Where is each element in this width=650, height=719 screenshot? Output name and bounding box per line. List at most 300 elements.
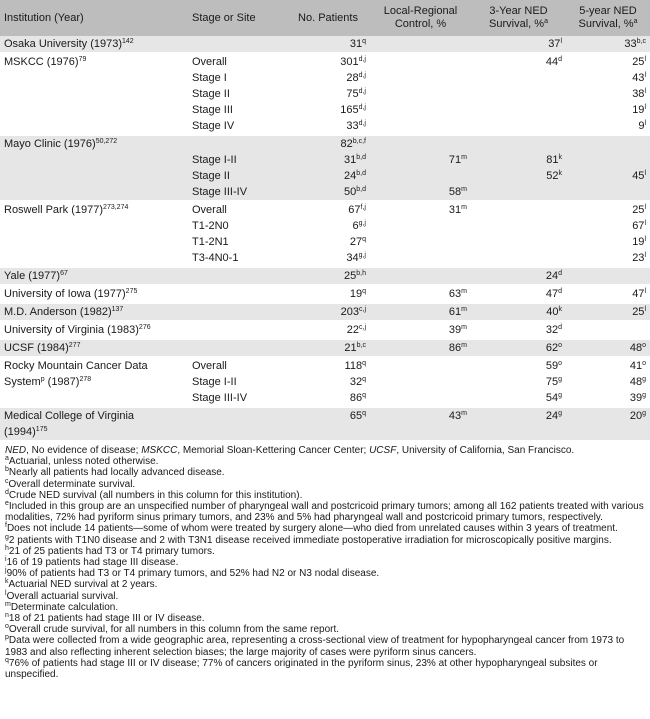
cell-sup: g <box>642 410 646 417</box>
cell-sup: d,j <box>358 88 366 95</box>
table-row <box>0 390 650 407</box>
footnote <box>5 557 647 568</box>
cell-text: 43 <box>448 410 462 422</box>
cell-sup: l <box>644 56 646 63</box>
patients-cell <box>286 303 370 321</box>
patients-cell <box>286 201 370 218</box>
patients-cell <box>286 36 370 53</box>
ned3-cell <box>471 374 566 390</box>
ned5-cell <box>566 53 650 70</box>
institution-cell <box>0 184 188 201</box>
cell-sup: 142 <box>122 38 134 45</box>
cell-sup: l <box>644 204 646 211</box>
header-control: Local-Regional Control, % <box>370 0 471 36</box>
control-cell <box>370 70 471 86</box>
stage-cell <box>188 36 286 53</box>
cell-text: 52 <box>546 170 559 182</box>
cell-sup: b,c <box>636 38 646 45</box>
cell-sup: k <box>558 306 562 313</box>
cell-sup: q <box>362 236 366 243</box>
stage-cell <box>188 53 286 70</box>
table-body <box>0 36 650 441</box>
cell-text: M.D. Anderson (1982) <box>4 306 112 318</box>
control-cell <box>370 184 471 201</box>
patients-cell <box>286 168 370 184</box>
cell-text: 44 <box>545 56 559 68</box>
footnote <box>5 591 647 602</box>
table-row <box>0 218 650 234</box>
cell-sup: 50,272 <box>95 138 118 145</box>
cell-text: 24 <box>344 170 357 182</box>
cell-text: UCSF (1984) <box>4 342 69 354</box>
ned5-cell <box>566 267 650 285</box>
ned3-cell <box>471 36 566 53</box>
patients-cell <box>286 339 370 357</box>
table-row <box>0 135 650 152</box>
footnote-mark: b <box>5 466 9 474</box>
footnote-mark: e <box>5 500 9 508</box>
cell-text: 58 <box>448 186 462 198</box>
cell-text: Stage I <box>192 72 227 84</box>
ned5-cell <box>566 407 650 424</box>
cell-text: 25 <box>632 56 645 68</box>
patients-cell <box>286 184 370 201</box>
footnote-text: Data were collected from a wide geographic area, representing a cross-sectional view of treatment for hypopharyngeal cancer from 1973 to 1983 and also reflecting inherent selection biases; the large majority of cases were pyriform sinus cancers. <box>5 635 625 658</box>
stage-cell <box>188 424 286 441</box>
cell-sup: m <box>461 154 467 161</box>
abbrev-def: , University of California, San Francisco. <box>396 445 575 456</box>
patients-cell <box>286 250 370 267</box>
abbrev-def: , Memorial Sloan-Kettering Cancer Center; <box>177 445 370 456</box>
stage-cell <box>188 285 286 303</box>
cell-text: Stage III-IV <box>192 392 248 404</box>
header-ned5: 5-year NED Survival, %$^a$ <box>566 0 650 36</box>
cell-text: 47 <box>545 288 559 300</box>
stage-cell <box>188 102 286 118</box>
cell-text: 67 <box>348 204 361 216</box>
ned5-cell <box>566 184 650 201</box>
cell-text: 31 <box>349 38 363 50</box>
ned3-cell <box>471 424 566 441</box>
cell-text: 45 <box>632 170 645 182</box>
cell-sup: b,c <box>356 342 366 349</box>
table-row <box>0 321 650 339</box>
control-cell <box>370 390 471 407</box>
ned3-cell <box>471 70 566 86</box>
stage-cell <box>188 374 286 390</box>
cell-sup: l <box>644 104 646 111</box>
footnote-mark: j <box>5 567 7 575</box>
cell-sup: m <box>461 288 467 295</box>
cell-sup: l <box>644 288 646 295</box>
patients-cell <box>286 86 370 102</box>
patients-cell <box>286 218 370 234</box>
cell-text: Stage I-II <box>192 154 237 166</box>
footnote-text: Overall crude survival, for all numbers in this column from the same report. <box>8 624 340 636</box>
control-cell <box>370 374 471 390</box>
stage-cell <box>188 70 286 86</box>
cell-text: 82 <box>340 138 353 150</box>
cell-sup: q <box>362 376 366 383</box>
cell-sup: l <box>644 72 646 79</box>
table-row <box>0 86 650 102</box>
ned3-cell <box>471 339 566 357</box>
ned3-cell <box>471 86 566 102</box>
ned3-cell <box>471 357 566 374</box>
cell-text: Mayo Clinic (1976) <box>4 138 96 150</box>
cell-sup: d <box>558 288 562 295</box>
control-cell <box>370 424 471 441</box>
cell-text: (1987) <box>44 376 80 388</box>
footnote <box>5 490 647 501</box>
control-cell <box>370 135 471 152</box>
cell-sup: p <box>40 376 45 383</box>
ned5-cell <box>566 152 650 168</box>
cell-sup: m <box>461 410 467 417</box>
stage-cell <box>188 184 286 201</box>
control-cell <box>370 53 471 70</box>
footnote-mark: n <box>5 612 9 620</box>
footnote-text: Determinate calculation. <box>10 601 119 613</box>
footnote-text: Crude NED survival (all numbers in this column for this institution). <box>8 489 303 501</box>
footnote <box>5 635 647 657</box>
footnote-mark: h <box>5 544 9 552</box>
control-cell <box>370 102 471 118</box>
institution-cell <box>0 357 188 374</box>
cell-sup: l <box>644 306 646 313</box>
control-cell <box>370 218 471 234</box>
cell-text: 62 <box>545 342 559 354</box>
cell-text: 81 <box>546 154 559 166</box>
table-row <box>0 36 650 53</box>
cell-sup: l <box>644 170 646 177</box>
cell-text: Stage III <box>192 104 233 116</box>
cell-text: 31 <box>448 204 462 216</box>
footnote-mark: f <box>5 522 7 530</box>
institution-cell <box>0 339 188 357</box>
cell-sup: q <box>362 392 366 399</box>
footnote-text: Actuarial, unless noted otherwise. <box>8 456 159 468</box>
ned5-cell <box>566 118 650 135</box>
institution-cell <box>0 267 188 285</box>
ned5-cell <box>566 250 650 267</box>
cell-sup: d,j <box>358 56 366 63</box>
cell-text: Overall <box>192 56 227 68</box>
footnote-list <box>5 456 647 680</box>
cell-text: 21 <box>344 342 357 354</box>
header-stage: Stage or Site <box>188 0 286 36</box>
stage-cell <box>188 357 286 374</box>
cell-sup: b,d <box>356 186 366 193</box>
cell-sup: q <box>362 360 366 367</box>
institution-cell <box>0 424 188 441</box>
cell-sup: q <box>362 288 366 295</box>
stage-cell <box>188 152 286 168</box>
cell-text: T1-2N1 <box>192 236 229 248</box>
cell-text: 48 <box>629 342 643 354</box>
table-row <box>0 250 650 267</box>
stage-cell <box>188 168 286 184</box>
table-row <box>0 168 650 184</box>
cell-text: 22 <box>346 324 359 336</box>
footnote-text: Overall determinate survival. <box>8 478 136 490</box>
ned3-cell <box>471 53 566 70</box>
abbreviations-line <box>5 445 647 456</box>
cell-sup: m <box>461 306 467 313</box>
institution-cell <box>0 250 188 267</box>
control-cell <box>370 303 471 321</box>
abbrev-term: UCSF <box>369 445 397 456</box>
cell-text: MSKCC (1976) <box>4 56 79 68</box>
cell-sup: c,j <box>359 306 366 313</box>
table-row <box>0 285 650 303</box>
cell-text: 19 <box>632 236 645 248</box>
cell-sup: l <box>644 220 646 227</box>
footnote-text: Nearly all patients had locally advanced disease. <box>8 467 225 479</box>
header-ned3: 3-Year NED Survival, %$^a$ <box>471 0 566 36</box>
table-row <box>0 424 650 441</box>
cell-text: 63 <box>448 288 462 300</box>
control-cell <box>370 86 471 102</box>
cell-sup: b,h <box>356 270 366 277</box>
institution-cell <box>0 303 188 321</box>
cell-sup: k <box>558 154 562 161</box>
cell-text: Stage II <box>192 170 230 182</box>
cell-sup: d,j <box>358 72 366 79</box>
ned5-cell <box>566 36 650 53</box>
table-row <box>0 152 650 168</box>
cell-text: 75 <box>346 88 359 100</box>
cell-sup: o <box>642 360 646 367</box>
ned5-cell <box>566 285 650 303</box>
ned5-cell <box>566 374 650 390</box>
cell-sup: l <box>644 120 646 127</box>
cell-text: Rocky Mountain Cancer Data <box>4 360 148 372</box>
cell-text: 33 <box>346 120 359 132</box>
cell-sup: d <box>558 270 562 277</box>
footnote-text: Does not include 14 patients—some of whom were treated by surgery alone—who died from unrelated causes within 3 years of treatment. <box>6 523 618 535</box>
ned5-cell <box>566 70 650 86</box>
cell-text: 24 <box>545 410 559 422</box>
stage-cell <box>188 321 286 339</box>
institution-cell <box>0 168 188 184</box>
ned5-cell <box>566 339 650 357</box>
control-cell <box>370 321 471 339</box>
cell-text: Medical College of Virginia <box>4 410 135 422</box>
institution-cell <box>0 201 188 218</box>
cell-sup: g <box>558 376 562 383</box>
stage-cell <box>188 303 286 321</box>
cell-sup: 277 <box>68 342 81 349</box>
patients-cell <box>286 374 370 390</box>
patients-cell <box>286 267 370 285</box>
ned3-cell <box>471 285 566 303</box>
table-header-row <box>0 0 650 36</box>
control-cell <box>370 234 471 250</box>
ned5-cell <box>566 390 650 407</box>
footnote <box>5 456 647 467</box>
institution-cell <box>0 234 188 250</box>
cell-text: 59 <box>545 360 559 372</box>
cell-sup: f,j <box>360 204 366 211</box>
cell-text: 37 <box>548 38 561 50</box>
control-cell <box>370 201 471 218</box>
cell-sup: o <box>642 342 646 349</box>
stage-cell <box>188 86 286 102</box>
ned3-cell <box>471 407 566 424</box>
cell-text: 27 <box>349 236 363 248</box>
patients-cell <box>286 135 370 152</box>
ned3-cell <box>471 250 566 267</box>
footnote-text: 90% of patients had T3 or T4 primary tumors, and 52% had N2 or N3 nodal disease. <box>6 568 380 580</box>
header-patients: No. Patients <box>286 0 370 36</box>
stage-cell <box>188 201 286 218</box>
footnote-mark: i <box>5 556 7 564</box>
ned3-cell <box>471 184 566 201</box>
cell-text: Stage IV <box>192 120 235 132</box>
cell-text: 6 <box>352 220 359 232</box>
ned3-cell <box>471 321 566 339</box>
control-cell <box>370 250 471 267</box>
cell-text: 48 <box>629 376 643 388</box>
footnote <box>5 658 647 680</box>
cell-text: 301 <box>340 56 359 68</box>
cell-text: 19 <box>632 104 645 116</box>
header-institution: Institution (Year) <box>0 0 188 36</box>
ned3-cell <box>471 118 566 135</box>
footnote <box>5 479 647 490</box>
patients-cell <box>286 357 370 374</box>
footnote-mark: p <box>5 634 9 642</box>
ned5-cell <box>566 357 650 374</box>
cell-text: 54 <box>545 392 559 404</box>
cell-sup: l <box>644 236 646 243</box>
footnote <box>5 467 647 478</box>
cell-text: 39 <box>629 392 643 404</box>
cell-text: Roswell Park (1977) <box>4 204 104 216</box>
footnote <box>5 501 647 523</box>
stage-cell <box>188 267 286 285</box>
footnote-mark: a <box>5 455 9 463</box>
institution-cell <box>0 135 188 152</box>
institution-cell <box>0 36 188 53</box>
cell-text: 67 <box>632 220 645 232</box>
cell-text: 34 <box>346 252 359 264</box>
footnote <box>5 546 647 557</box>
cell-text: 47 <box>632 288 645 300</box>
cell-sup: b,d <box>356 170 366 177</box>
cell-sup: d <box>558 324 562 331</box>
cell-sup: 273,274 <box>103 204 129 211</box>
cell-sup: d <box>558 56 562 63</box>
institution-cell <box>0 285 188 303</box>
cell-text: 24 <box>545 270 559 282</box>
footnote <box>5 523 647 534</box>
patients-cell <box>286 407 370 424</box>
cell-sup: m <box>461 342 467 349</box>
stage-cell <box>188 118 286 135</box>
stage-cell <box>188 135 286 152</box>
table-row <box>0 70 650 86</box>
cell-sup: l <box>644 88 646 95</box>
footnotes <box>0 442 650 680</box>
control-cell <box>370 357 471 374</box>
patients-cell <box>286 70 370 86</box>
control-cell <box>370 152 471 168</box>
cell-text: Stage III-IV <box>192 186 248 198</box>
institution-cell <box>0 86 188 102</box>
cell-sup: k <box>558 170 562 177</box>
cell-sup: b,d <box>356 154 366 161</box>
cell-sup: 137 <box>111 306 124 313</box>
institution-cell <box>0 390 188 407</box>
cell-text: Osaka University (1973) <box>4 38 122 50</box>
cell-text: 61 <box>448 306 462 318</box>
ned5-cell <box>566 234 650 250</box>
patients-cell <box>286 424 370 441</box>
cell-sup: 276 <box>138 324 151 331</box>
ned3-cell <box>471 152 566 168</box>
ned5-cell <box>566 102 650 118</box>
footnote-mark: m <box>5 600 11 608</box>
ned3-cell <box>471 201 566 218</box>
footnote-text: Actuarial NED survival at 2 years. <box>8 579 158 591</box>
cell-text: T3-4N0-1 <box>192 252 239 264</box>
ned3-cell <box>471 267 566 285</box>
ned3-cell <box>471 102 566 118</box>
table-row <box>0 374 650 390</box>
cell-sup: m <box>461 186 467 193</box>
cell-sup: o <box>558 360 562 367</box>
stage-cell <box>188 390 286 407</box>
stage-cell <box>188 407 286 424</box>
footnote-mark: l <box>5 589 7 597</box>
control-cell <box>370 168 471 184</box>
cell-text: 33 <box>624 38 637 50</box>
institution-cell <box>0 53 188 70</box>
cell-text: 23 <box>632 252 645 264</box>
cell-text: (1994) <box>4 426 36 438</box>
patients-cell <box>286 152 370 168</box>
footnote-mark: g <box>5 533 9 541</box>
cell-sup: m <box>461 324 467 331</box>
cell-sup: q <box>362 410 366 417</box>
cell-sup: g,j <box>358 220 366 227</box>
cell-text: 39 <box>448 324 462 336</box>
cell-sup: d,j <box>358 104 366 111</box>
abbrev-term: MSKCC <box>141 445 178 456</box>
institution-cell <box>0 118 188 135</box>
footnote-text: 21 of 25 patients had T3 or T4 primary tumors. <box>8 545 215 557</box>
ned5-cell <box>566 86 650 102</box>
institution-cell <box>0 70 188 86</box>
cell-sup: 67 <box>60 270 68 277</box>
ned5-cell <box>566 135 650 152</box>
control-cell <box>370 118 471 135</box>
cell-text: 25 <box>344 270 357 282</box>
table-row <box>0 339 650 357</box>
footnote-text: Included in this group are an unspecified number of pharyngeal wall and postcricoid primary tumors; among all 162 patients treated with various modalities, 72% had pyriform sinus primary tumors, and 23% and 5% had pharyngeal wall and postcricoid primary tumors, respectively. <box>5 501 644 524</box>
cell-sup: g <box>642 376 646 383</box>
cell-text: 41 <box>629 360 643 372</box>
footnote <box>5 568 647 579</box>
patients-cell <box>286 321 370 339</box>
table-row <box>0 357 650 374</box>
stage-cell <box>188 339 286 357</box>
cell-text: University of Iowa (1977) <box>4 288 126 300</box>
cell-text: 43 <box>632 72 645 84</box>
cell-text: System <box>4 376 41 388</box>
